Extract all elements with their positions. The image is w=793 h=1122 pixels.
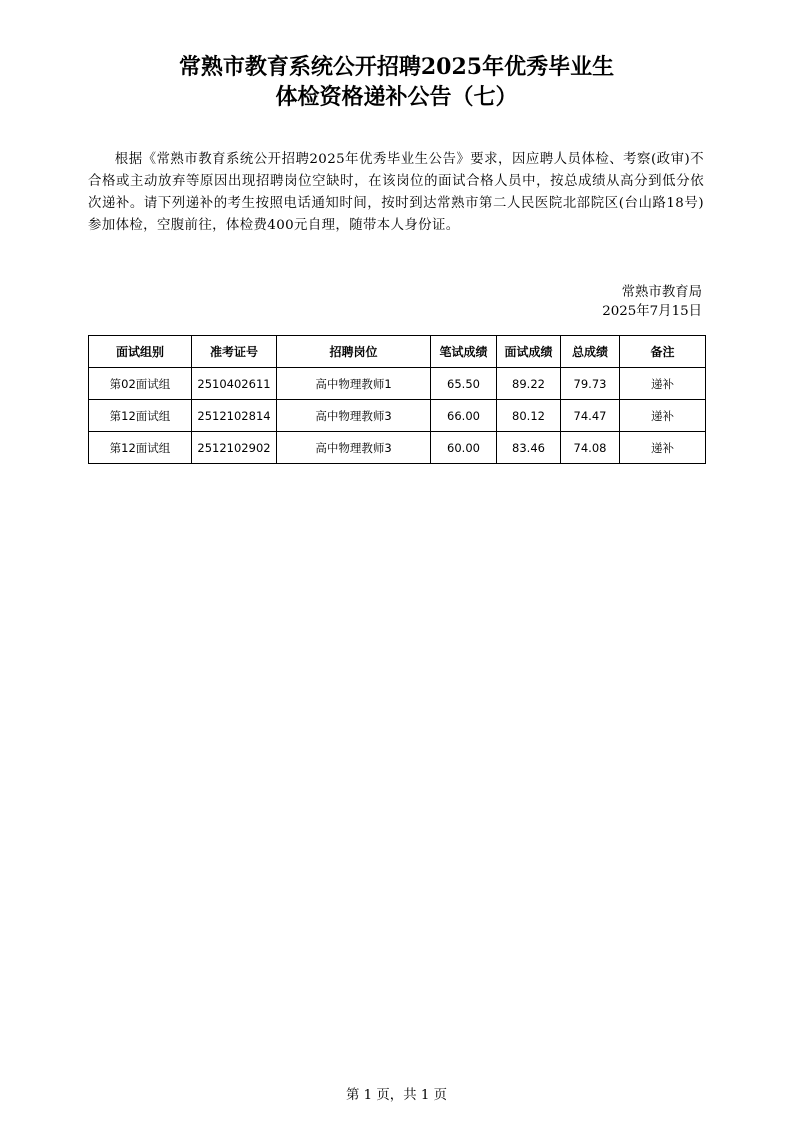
cell-total-score: 79.73 [561,368,620,400]
cell-position: 高中物理教师3 [277,432,431,464]
candidate-table [88,335,706,464]
cell-exam-number: 2512102902 [192,432,277,464]
issuing-organization: 常熟市教育局 [621,285,702,300]
cell-interview-score: 83.46 [497,432,561,464]
column-header-group: 面试组别 [89,336,192,368]
page-title-line-1: 常熟市教育系统公开招聘2025年优秀毕业生 [178,54,615,80]
cell-remarks: 递补 [620,432,706,464]
column-header-exam-number: 准考证号 [192,336,277,368]
cell-written-score: 66.00 [431,400,497,432]
cell-interview-score: 89.22 [497,368,561,400]
page-number-footer: 第 1 页，共 1 页 [345,1088,448,1103]
issue-date: 2025年7月15日 [602,304,702,319]
cell-group: 第02面试组 [89,368,192,400]
page-title-line-2: 体检资格递补公告（七） [275,84,518,110]
table-row [89,400,706,432]
cell-written-score: 65.50 [431,368,497,400]
column-header-position: 招聘岗位 [277,336,431,368]
column-header-written-score: 笔试成绩 [431,336,497,368]
cell-position: 高中物理教师3 [277,400,431,432]
table-header-row [89,336,706,368]
cell-interview-score: 80.12 [497,400,561,432]
column-header-remarks: 备注 [620,336,706,368]
announcement-body: 根据《常熟市教育系统公开招聘2025年优秀毕业生公告》要求，因应聘人员体检、考察(政审)不合格或主动放弃等原因出现招聘岗位空缺时，在该岗位的面试合格人员中，按总成绩从高分到低分依次递补。请下列递补的考生按照电话通知时间，按时到达常熟市第二人民医院北部院区(台山路18号)参加体检，空腹前往，体检费400元自理，随带本人身份证。 [88,152,704,233]
column-header-interview-score: 面试成绩 [497,336,561,368]
cell-remarks: 递补 [620,368,706,400]
cell-group: 第12面试组 [89,432,192,464]
cell-group: 第12面试组 [89,400,192,432]
cell-total-score: 74.08 [561,432,620,464]
table-row [89,368,706,400]
cell-remarks: 递补 [620,400,706,432]
table-row [89,432,706,464]
column-header-total-score: 总成绩 [561,336,620,368]
cell-position: 高中物理教师1 [277,368,431,400]
cell-exam-number: 2512102814 [192,400,277,432]
cell-exam-number: 2510402611 [192,368,277,400]
cell-total-score: 74.47 [561,400,620,432]
cell-written-score: 60.00 [431,432,497,464]
